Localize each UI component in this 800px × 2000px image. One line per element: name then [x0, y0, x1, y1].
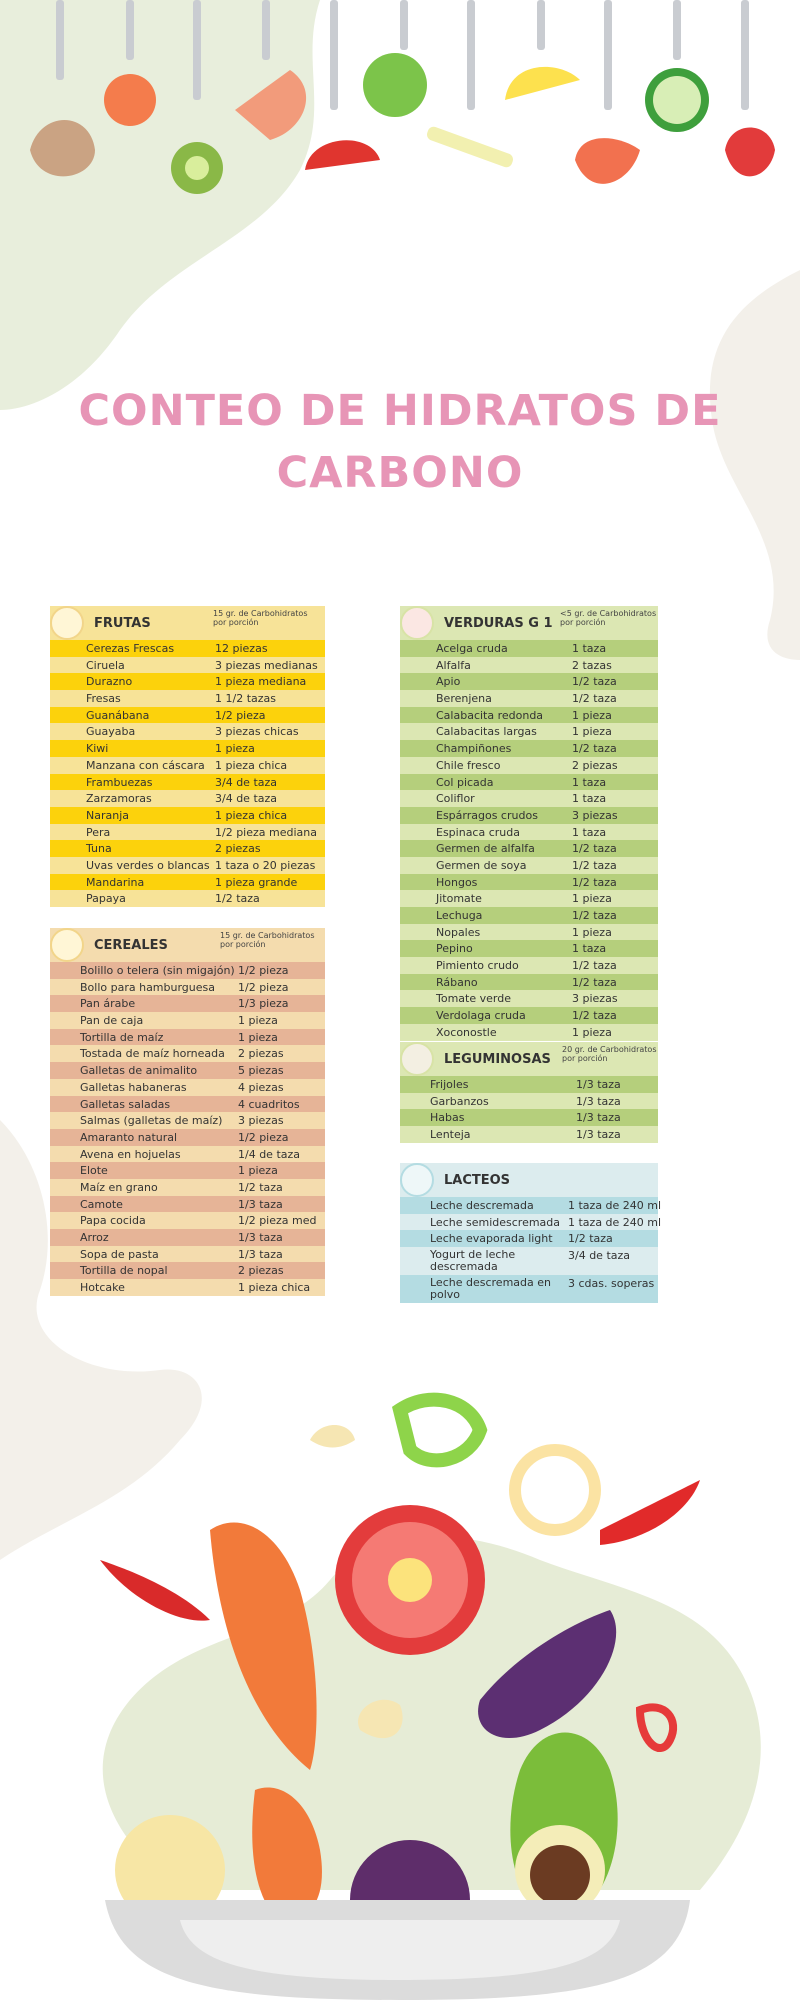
- table-row: [50, 1196, 325, 1213]
- table-row: [50, 1029, 325, 1046]
- table-row: [50, 1112, 325, 1129]
- table-row: [50, 979, 325, 996]
- table-row: [50, 790, 325, 807]
- row-amount: 1 taza: [572, 642, 607, 655]
- row-item: Papaya: [86, 892, 126, 906]
- row-amount: 12 piezas: [215, 642, 268, 655]
- table-rows: [400, 1197, 662, 1303]
- row-item: Sopa de pasta: [80, 1247, 159, 1261]
- row-amount: 2 piezas: [572, 758, 618, 772]
- row-item: Frambuezas: [86, 775, 153, 789]
- row-item: Rábano: [436, 975, 478, 989]
- table-frutas: [50, 606, 325, 907]
- table-row: [50, 824, 325, 841]
- table-row: [50, 1212, 325, 1229]
- table-row: [50, 1045, 325, 1062]
- row-item: Arroz: [80, 1231, 109, 1244]
- row-amount: 1 pieza: [572, 1025, 612, 1039]
- table-row: [400, 640, 658, 657]
- row-item: Guayaba: [86, 725, 136, 739]
- table-header: [50, 606, 325, 640]
- row-item: Coliflor: [436, 792, 475, 806]
- row-item: Leche semidescremada: [430, 1215, 561, 1229]
- row-amount: 3 piezas medianas: [215, 658, 318, 672]
- row-amount: 1/2 pieza mediana: [215, 825, 317, 839]
- table-lacteos: [400, 1163, 662, 1303]
- row-amount: 3 piezas: [572, 808, 618, 822]
- table-verduras: [400, 606, 658, 1041]
- row-item: Fresas: [86, 692, 121, 706]
- table-row: [50, 1012, 325, 1029]
- watermelon-icon: [50, 606, 84, 640]
- row-amount: 3/4 de taza: [215, 775, 278, 789]
- row-item: Champiñones: [436, 742, 512, 756]
- table-row: [400, 790, 658, 807]
- table-name: VERDURAS G 1: [444, 616, 553, 631]
- row-amount: 1/2 pieza: [215, 708, 266, 722]
- row-amount: 1/2 pieza: [238, 964, 289, 977]
- table-row: [400, 1247, 658, 1275]
- row-item: Nopales: [436, 925, 481, 939]
- table-row: [400, 1109, 658, 1126]
- row-item: Alfalfa: [436, 658, 471, 672]
- table-row: [50, 774, 325, 791]
- row-item: Lechuga: [436, 909, 483, 922]
- table-row: [400, 1007, 658, 1024]
- row-amount: 1 pieza mediana: [215, 675, 307, 689]
- row-amount: 1/2 pieza: [238, 1130, 289, 1144]
- table-row: [50, 995, 325, 1012]
- row-amount: 1 taza: [572, 942, 607, 956]
- table-row: [400, 707, 658, 724]
- table-header: [400, 1163, 658, 1197]
- milk-icon: [400, 1163, 434, 1197]
- row-item: Garbanzos: [430, 1094, 489, 1108]
- row-item: Elote: [80, 1164, 108, 1178]
- row-item: Galletas saladas: [80, 1097, 171, 1111]
- table-row: [50, 757, 325, 774]
- row-item: Habas: [430, 1111, 465, 1125]
- table-row: [400, 1126, 658, 1143]
- row-item: Berenjena: [436, 692, 492, 706]
- table-row: [400, 957, 658, 974]
- row-amount: 1 taza de 240 ml: [568, 1215, 662, 1229]
- table-row: [400, 657, 658, 674]
- row-amount: 3 piezas chicas: [215, 725, 299, 739]
- table-name: LACTEOS: [444, 1173, 511, 1188]
- row-amount: 3/4 de taza: [215, 792, 278, 806]
- row-item: Cerezas Frescas: [86, 642, 175, 655]
- table-row: [50, 962, 325, 979]
- row-amount: 1 pieza: [238, 1030, 278, 1044]
- table-rows: [400, 640, 658, 1041]
- table-row: [400, 757, 658, 774]
- row-amount: 1/2 taza: [572, 692, 617, 706]
- table-row: [400, 1214, 662, 1231]
- row-item: Tomate verde: [436, 992, 511, 1006]
- table-row: [400, 1275, 658, 1303]
- row-item: Calabacita redonda: [436, 708, 544, 722]
- row-item: Xoconostle: [436, 1025, 497, 1039]
- row-item: Salmas (galletas de maíz): [80, 1114, 223, 1128]
- table-row: [400, 940, 658, 957]
- table-row: [400, 1230, 658, 1247]
- table-row: [400, 890, 658, 907]
- row-amount: 4 cuadritos: [238, 1097, 300, 1111]
- salad-bowl-illustration: [0, 1390, 800, 2000]
- row-amount: 1/3 taza: [576, 1094, 621, 1108]
- row-item: Mandarina: [86, 875, 145, 889]
- table-row: [50, 1262, 325, 1279]
- table-note: 20 gr. de Carbohidratos por porción: [562, 1045, 657, 1063]
- table-note: <5 gr. de Carbohidratos por porción: [560, 609, 657, 627]
- row-item: Zarzamoras: [86, 792, 152, 806]
- row-amount: 1 pieza: [238, 1014, 278, 1028]
- table-row: [400, 673, 658, 690]
- table-row: [50, 1229, 325, 1246]
- table-row: [400, 874, 658, 891]
- table-row: [50, 723, 325, 740]
- row-item: Camote: [80, 1197, 123, 1211]
- table-row: [400, 857, 658, 874]
- row-amount: 3/4 de taza: [568, 1249, 631, 1263]
- table-row: [400, 690, 658, 707]
- row-item: Naranja: [86, 808, 130, 822]
- row-amount: 1/2 taza: [572, 875, 617, 889]
- row-item: Leche descremada en polvo: [430, 1276, 551, 1302]
- row-amount: 1/2 taza: [568, 1232, 613, 1246]
- table-row: [400, 1197, 662, 1214]
- row-item: Hotcake: [80, 1281, 125, 1295]
- row-item: Avena en hojuelas: [80, 1147, 181, 1161]
- row-item: Guanábana: [86, 708, 150, 722]
- row-amount: 2 piezas: [215, 842, 261, 856]
- row-item: Apio: [436, 675, 461, 689]
- table-header: [50, 928, 325, 962]
- row-item: Leche evaporada light: [430, 1232, 553, 1246]
- beans-icon: [400, 1042, 434, 1076]
- row-item: Uvas verdes o blancas: [86, 858, 210, 872]
- row-amount: 2 piezas: [238, 1264, 284, 1278]
- table-row: [50, 640, 325, 657]
- table-row: [50, 657, 325, 674]
- row-item: Germen de alfalfa: [436, 842, 535, 856]
- row-item: Acelga cruda: [436, 642, 508, 655]
- table-row: [50, 890, 325, 907]
- row-amount: 3 cdas. soperas: [568, 1277, 655, 1291]
- row-amount: 1/2 taza: [572, 975, 617, 989]
- row-item: Hongos: [436, 875, 478, 889]
- table-row: [50, 1062, 325, 1079]
- row-amount: 1/3 taza: [576, 1111, 621, 1125]
- row-item: Germen de soya: [436, 858, 527, 872]
- table-row: [400, 1076, 658, 1093]
- row-item: Amaranto natural: [80, 1130, 178, 1144]
- forks-illustration: [0, 0, 800, 200]
- table-rows: [400, 1076, 658, 1143]
- row-item: Tuna: [86, 842, 112, 856]
- table-row: [400, 740, 658, 757]
- row-amount: 1 pieza: [572, 925, 612, 939]
- row-amount: 2 tazas: [572, 658, 612, 672]
- row-item: Calabacitas largas: [436, 725, 537, 739]
- table-rows: [50, 640, 325, 907]
- row-amount: 1 taza de 240 ml: [568, 1199, 662, 1212]
- row-amount: 1/2 taza: [572, 1009, 617, 1023]
- row-amount: 1/2 pieza med: [238, 1214, 317, 1228]
- table-row: [50, 1279, 325, 1296]
- tomato-icon: [400, 606, 434, 640]
- row-item: Verdolaga cruda: [436, 1009, 526, 1023]
- table-note: 15 gr. de Carbohidratos por porción: [220, 931, 315, 949]
- row-amount: 1 pieza: [238, 1164, 278, 1178]
- table-header: [400, 1042, 658, 1076]
- table-row: [400, 974, 658, 991]
- row-amount: 1 pieza: [572, 892, 612, 906]
- table-row: [50, 1129, 325, 1146]
- row-item: Pera: [86, 825, 111, 839]
- row-item: Galletas habaneras: [80, 1080, 187, 1094]
- row-amount: 1/2 pieza: [238, 980, 289, 994]
- row-amount: 1/2 taza: [572, 742, 617, 756]
- row-amount: 1 1/2 tazas: [215, 692, 276, 706]
- row-item: Pan de caja: [80, 1014, 144, 1028]
- table-row: [400, 1024, 658, 1041]
- row-item: Tostada de maíz horneada: [80, 1047, 225, 1061]
- table-row: [50, 1162, 325, 1179]
- row-item: Chile fresco: [436, 758, 501, 772]
- row-item: Pan árabe: [80, 997, 136, 1011]
- table-row: [50, 1096, 325, 1113]
- row-amount: 1 pieza: [572, 725, 612, 739]
- table-row: [50, 740, 325, 757]
- table-row: [400, 840, 658, 857]
- table-name: FRUTAS: [94, 616, 151, 631]
- row-item: Tortilla de maíz: [80, 1030, 164, 1044]
- row-amount: 1/3 pieza: [238, 997, 289, 1011]
- row-item: Bolillo o telera (sin migajón): [80, 964, 235, 977]
- row-item: Pimiento crudo: [436, 959, 519, 973]
- table-row: [50, 1179, 325, 1196]
- row-amount: 1/3 taza: [576, 1128, 621, 1142]
- row-amount: 1/2 taza: [238, 1180, 283, 1194]
- row-item: Durazno: [86, 675, 133, 689]
- table-row: [50, 690, 325, 707]
- bread-icon: [50, 928, 84, 962]
- row-item: Ciruela: [86, 658, 125, 672]
- row-amount: 1/3 taza: [238, 1247, 283, 1261]
- row-amount: 1 taza o 20 piezas: [215, 858, 316, 872]
- row-amount: 1 pieza chica: [215, 808, 288, 822]
- table-row: [50, 1146, 325, 1163]
- table-row: [400, 723, 658, 740]
- table-row: [50, 673, 325, 690]
- table-row: [400, 807, 658, 824]
- row-amount: 1 taza: [572, 792, 607, 806]
- row-item: Tortilla de nopal: [80, 1264, 168, 1278]
- row-amount: 1 taza: [572, 825, 607, 839]
- row-amount: 1/3 taza: [576, 1078, 621, 1091]
- table-row: [400, 774, 658, 791]
- row-item: Espárragos crudos: [436, 808, 538, 822]
- table-row: [400, 1093, 658, 1110]
- table-note: 15 gr. de Carbohidratos por porción: [213, 609, 308, 627]
- row-item: Kiwi: [86, 742, 109, 756]
- row-amount: 4 piezas: [238, 1080, 284, 1094]
- row-amount: 1/3 taza: [238, 1231, 283, 1244]
- table-header: [400, 606, 658, 640]
- row-amount: 1/3 taza: [238, 1197, 283, 1211]
- table-row: [400, 824, 658, 841]
- row-item: Yogurt de leche descremada: [430, 1248, 516, 1274]
- table-row: [50, 874, 325, 891]
- row-item: Pepino: [436, 942, 473, 956]
- row-amount: 1 pieza: [572, 708, 612, 722]
- row-item: Galletas de animalito: [80, 1064, 198, 1078]
- table-rows: [50, 962, 325, 1296]
- row-amount: 1 pieza grande: [215, 875, 298, 889]
- row-amount: 1/2 taza: [215, 892, 260, 906]
- row-amount: 1/2 taza: [572, 842, 617, 856]
- table-leguminosas: [400, 1042, 658, 1143]
- table-name: LEGUMINOSAS: [444, 1052, 551, 1067]
- table-row: [50, 1079, 325, 1096]
- row-item: Papa cocida: [80, 1214, 146, 1228]
- table-name: CEREALES: [94, 938, 168, 953]
- row-item: Col picada: [436, 775, 494, 789]
- row-amount: 1/2 taza: [572, 858, 617, 872]
- row-amount: 5 piezas: [238, 1064, 284, 1078]
- page-title: CONTEO DE HIDRATOS DE CARBONO: [78, 386, 722, 498]
- row-amount: 1/4 de taza: [238, 1147, 301, 1161]
- row-amount: 1 pieza: [215, 742, 255, 756]
- row-amount: 3 piezas: [572, 992, 618, 1006]
- row-amount: 1/2 taza: [572, 909, 617, 922]
- row-amount: 1/2 taza: [572, 959, 617, 973]
- row-item: Manzana con cáscara: [86, 758, 205, 772]
- table-row: [400, 990, 658, 1007]
- row-item: Frijoles: [430, 1078, 469, 1091]
- table-row: [50, 840, 325, 857]
- table-row: [50, 707, 325, 724]
- row-amount: 3 piezas: [238, 1114, 284, 1128]
- row-amount: 1 taza: [572, 775, 607, 789]
- row-item: Leche descremada: [430, 1199, 534, 1212]
- table-row: [50, 807, 325, 824]
- table-cereales: [50, 928, 325, 1296]
- table-row: [400, 924, 658, 941]
- row-item: Bollo para hamburguesa: [80, 980, 216, 994]
- table-row: [50, 857, 325, 874]
- row-item: Maíz en grano: [80, 1180, 158, 1194]
- row-amount: 1/2 taza: [572, 675, 617, 689]
- row-amount: 2 piezas: [238, 1047, 284, 1061]
- table-row: [400, 907, 658, 924]
- row-item: Jitomate: [436, 892, 482, 906]
- table-row: [50, 1246, 325, 1263]
- row-amount: 1 pieza chica: [215, 758, 288, 772]
- row-amount: 1 pieza chica: [238, 1281, 311, 1295]
- row-item: Espinaca cruda: [436, 825, 520, 839]
- row-item: Lenteja: [430, 1128, 471, 1142]
